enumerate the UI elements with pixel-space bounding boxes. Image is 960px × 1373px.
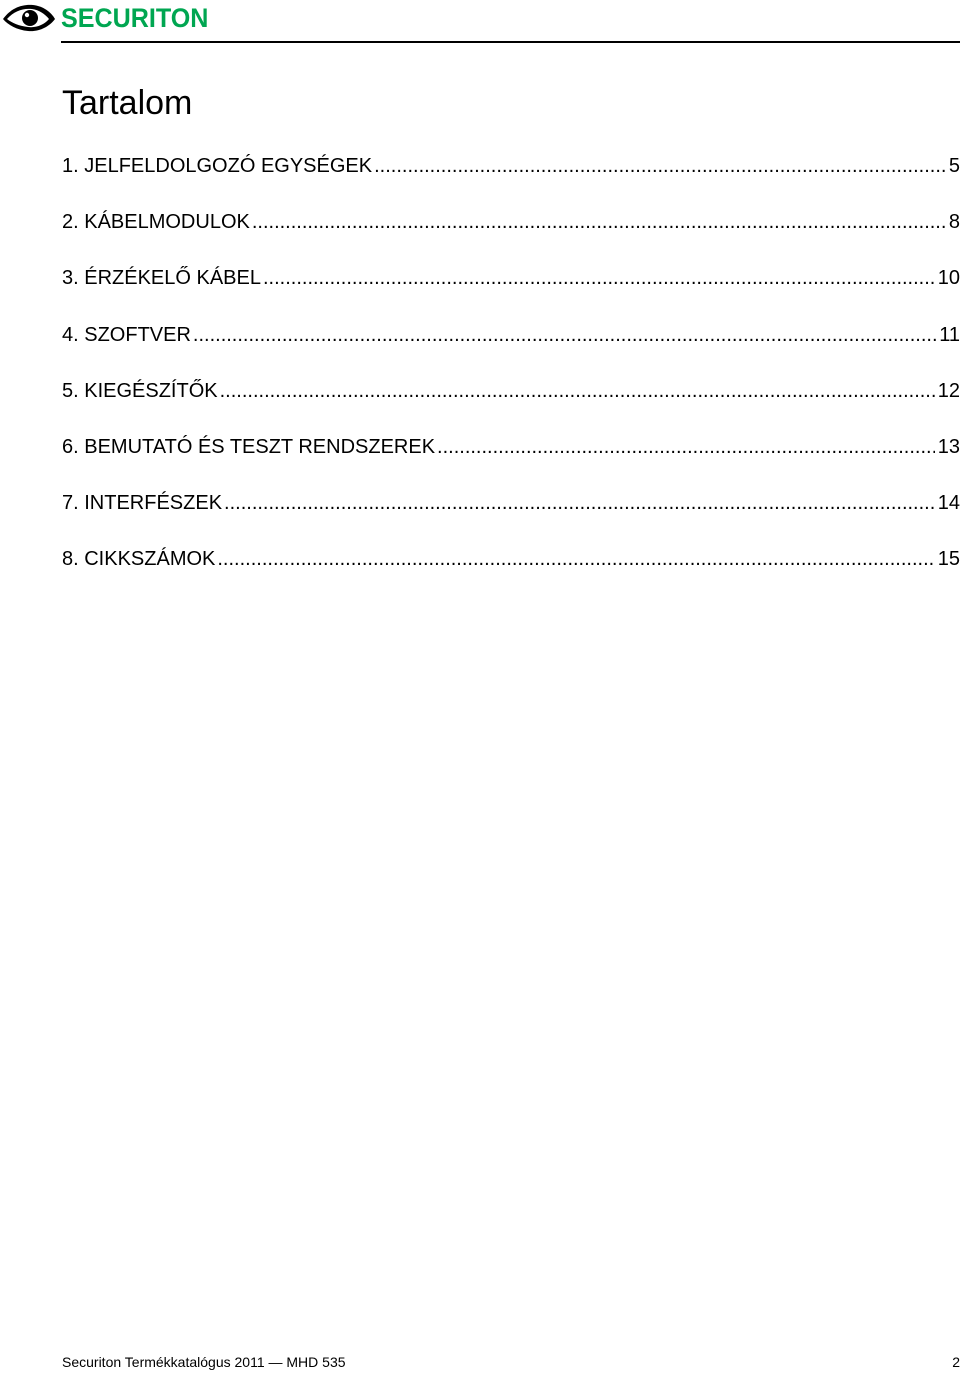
toc-leader-dots xyxy=(374,150,946,182)
toc-entry-label: 2. KÁBELMODULOK xyxy=(62,211,250,234)
toc-entry-label: 4. SZOFTVER xyxy=(62,323,191,346)
toc-entry[interactable] xyxy=(62,319,960,375)
toc-leader-dots xyxy=(224,487,935,519)
toc-entry-label: 6. BEMUTATÓ ÉS TESZT RENDSZEREK xyxy=(62,435,436,458)
toc-entry-label: 8. CIKKSZÁMOK xyxy=(62,548,216,571)
toc-entry-page: 10 xyxy=(937,267,960,290)
toc-entry-label: 5. KIEGÉSZÍTŐK xyxy=(62,379,218,402)
toc-entry[interactable] xyxy=(62,375,960,431)
toc-entry-page: 5 xyxy=(948,155,960,177)
toc-leader-dots xyxy=(220,375,935,407)
toc-leader-dots xyxy=(437,431,935,463)
toc-entry[interactable] xyxy=(62,431,960,487)
table-of-contents xyxy=(62,150,960,600)
toc-leader-dots xyxy=(193,319,936,351)
header-divider xyxy=(61,41,960,43)
footer-page-number: 2 xyxy=(952,1354,960,1370)
toc-entry-page: 14 xyxy=(937,492,960,515)
toc-leader-dots xyxy=(252,206,946,238)
toc-entry-page: 8 xyxy=(948,211,960,234)
toc-entry[interactable] xyxy=(62,150,960,206)
page-header xyxy=(0,0,960,46)
toc-leader-dots xyxy=(263,262,935,294)
brand-logo-text: SECURITON xyxy=(61,3,209,33)
toc-entry-label: 3. ÉRZÉKELŐ KÁBEL xyxy=(62,267,261,290)
toc-entry-label: 1. JELFELDOLGOZÓ EGYSÉGEK xyxy=(62,155,373,177)
toc-entry-page: 13 xyxy=(937,435,960,458)
toc-entry[interactable] xyxy=(62,206,960,262)
eye-icon xyxy=(2,3,56,33)
toc-entry-page: 15 xyxy=(937,548,960,571)
page-title: Tartalom xyxy=(62,84,193,122)
toc-entry[interactable] xyxy=(62,543,960,599)
toc-entry-page: 11 xyxy=(939,323,960,346)
toc-entry[interactable] xyxy=(62,487,960,543)
footer-document-title: Securiton Termékkatalógus 2011 — MHD 535 xyxy=(62,1354,346,1370)
toc-entry-label: 7. INTERFÉSZEK xyxy=(62,492,223,515)
toc-leader-dots xyxy=(217,543,934,575)
toc-entry[interactable] xyxy=(62,262,960,318)
toc-entry-page: 12 xyxy=(937,379,960,402)
